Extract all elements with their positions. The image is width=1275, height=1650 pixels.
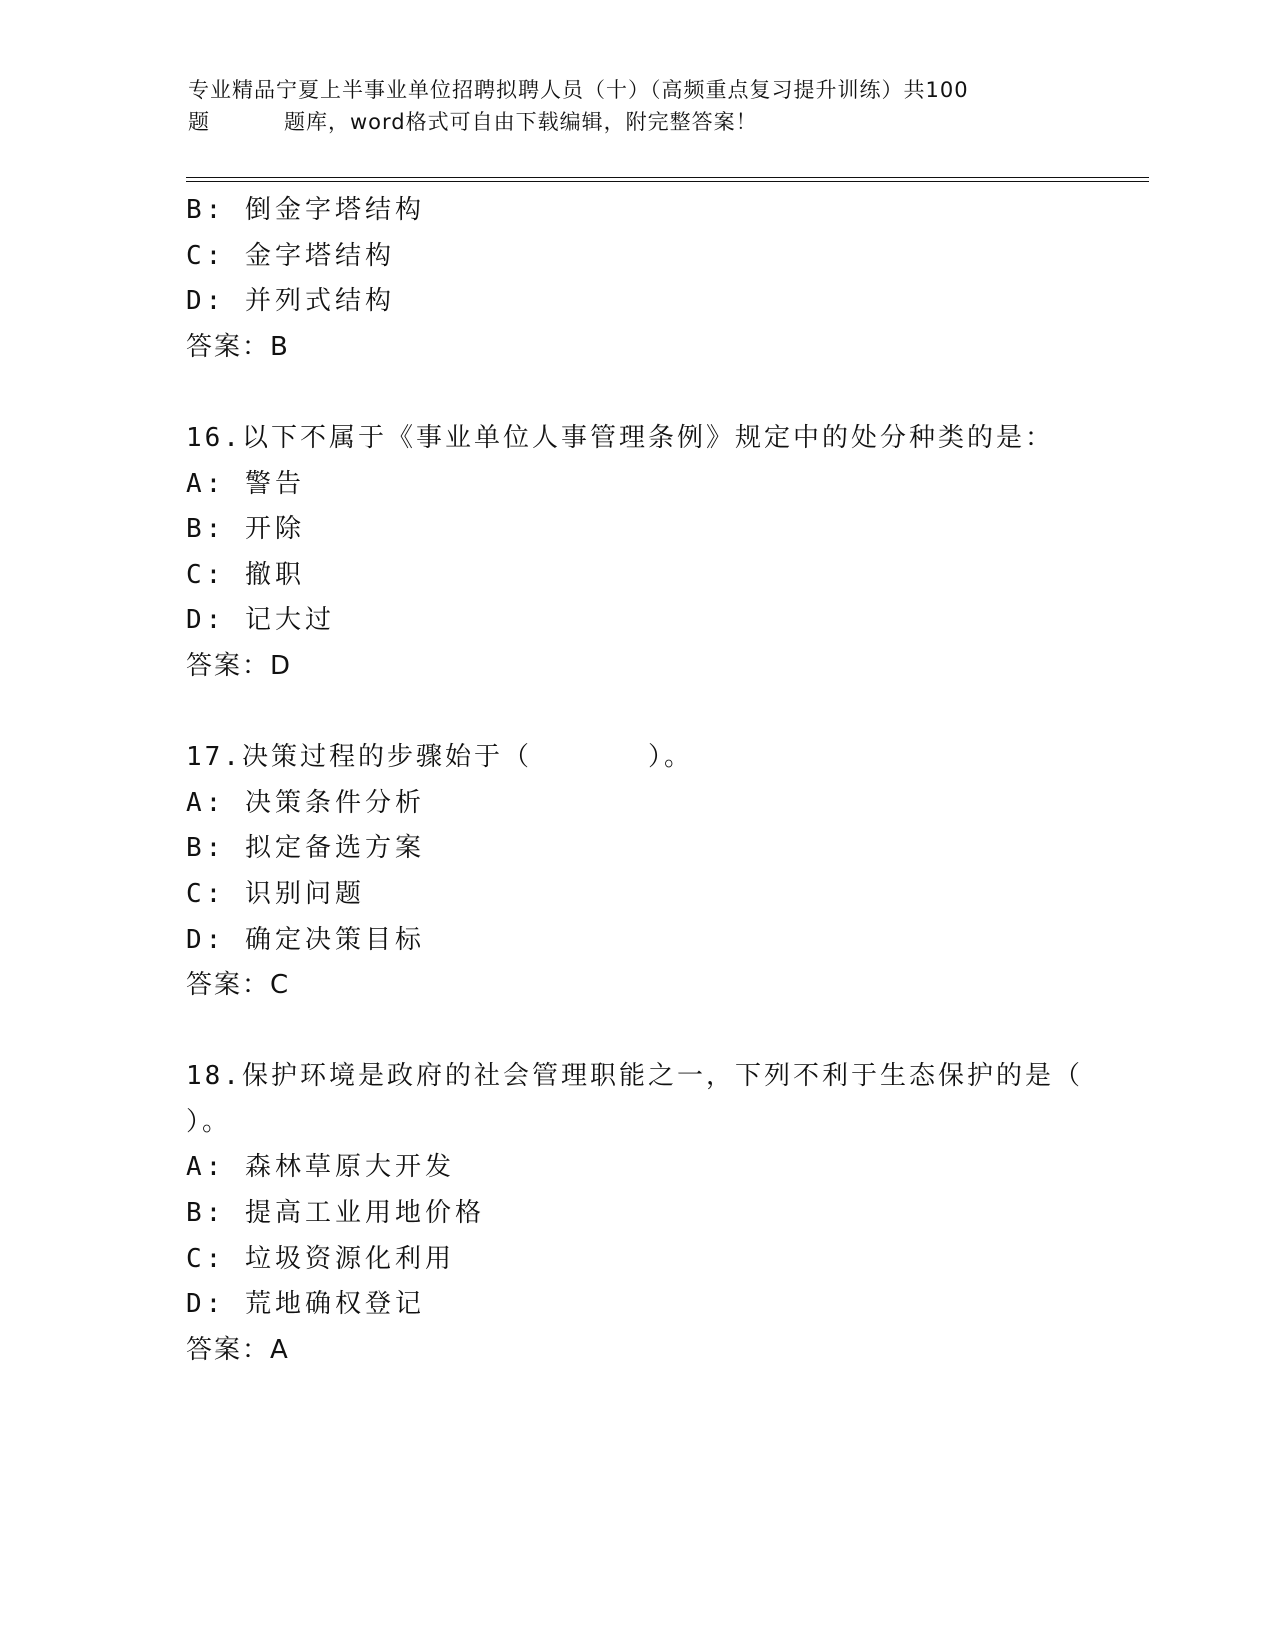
header-divider-top	[186, 177, 1149, 178]
question-content	[186, 188, 1086, 1373]
question-17	[186, 735, 1086, 1009]
option-d: D: 确定决策目标	[186, 924, 425, 955]
option-d: D: 并列式结构	[186, 286, 395, 317]
question-stem: 16.以下不属于《事业单位人事管理条例》规定中的处分种类的是：	[186, 422, 1054, 453]
option-d: D: 荒地确权登记	[186, 1289, 425, 1320]
previous-question-tail	[186, 188, 1086, 370]
header-title-line-2-left: 题	[188, 110, 210, 134]
option-a: A: 警告	[186, 468, 305, 499]
option-d: D: 记大过	[186, 605, 335, 636]
answer-line: 答案：C	[186, 970, 291, 1001]
question-stem-line-1: 18.保护环境是政府的社会管理职能之一，下列不利于生态保护的是（	[186, 1061, 1083, 1092]
answer-line: 答案：D	[186, 650, 293, 681]
question-16	[186, 416, 1086, 690]
header-title-line-2	[188, 106, 1088, 138]
option-b: B: 倒金字塔结构	[186, 195, 425, 225]
option-a: A: 决策条件分析	[186, 787, 425, 818]
question-stem: 17.决策过程的步骤始于（ ）。	[186, 742, 693, 773]
question-18	[186, 1054, 1086, 1373]
option-b: B: 开除	[186, 514, 305, 545]
option-c: C: 金字塔结构	[186, 240, 395, 271]
option-c: C: 识别问题	[186, 878, 365, 909]
header-title-line-1: 专业精品宁夏上半事业单位招聘拟聘人员（十）（高频重点复习提升训练）共100	[188, 78, 969, 102]
answer-line: 答案：A	[186, 1334, 290, 1365]
document-header	[188, 74, 1088, 138]
header-title-line-2-right: 题库，word格式可自由下载编辑，附完整答案！	[284, 110, 758, 134]
header-divider-bottom	[186, 181, 1149, 182]
option-a: A: 森林草原大开发	[186, 1152, 455, 1183]
option-c: C: 撤职	[186, 559, 305, 590]
option-b: B: 提高工业用地价格	[186, 1198, 485, 1229]
answer-line: 答案：B	[186, 331, 290, 362]
question-stem-line-2: ）。	[186, 1106, 232, 1137]
option-c: C: 垃圾资源化利用	[186, 1243, 455, 1274]
option-b: B: 拟定备选方案	[186, 833, 425, 864]
